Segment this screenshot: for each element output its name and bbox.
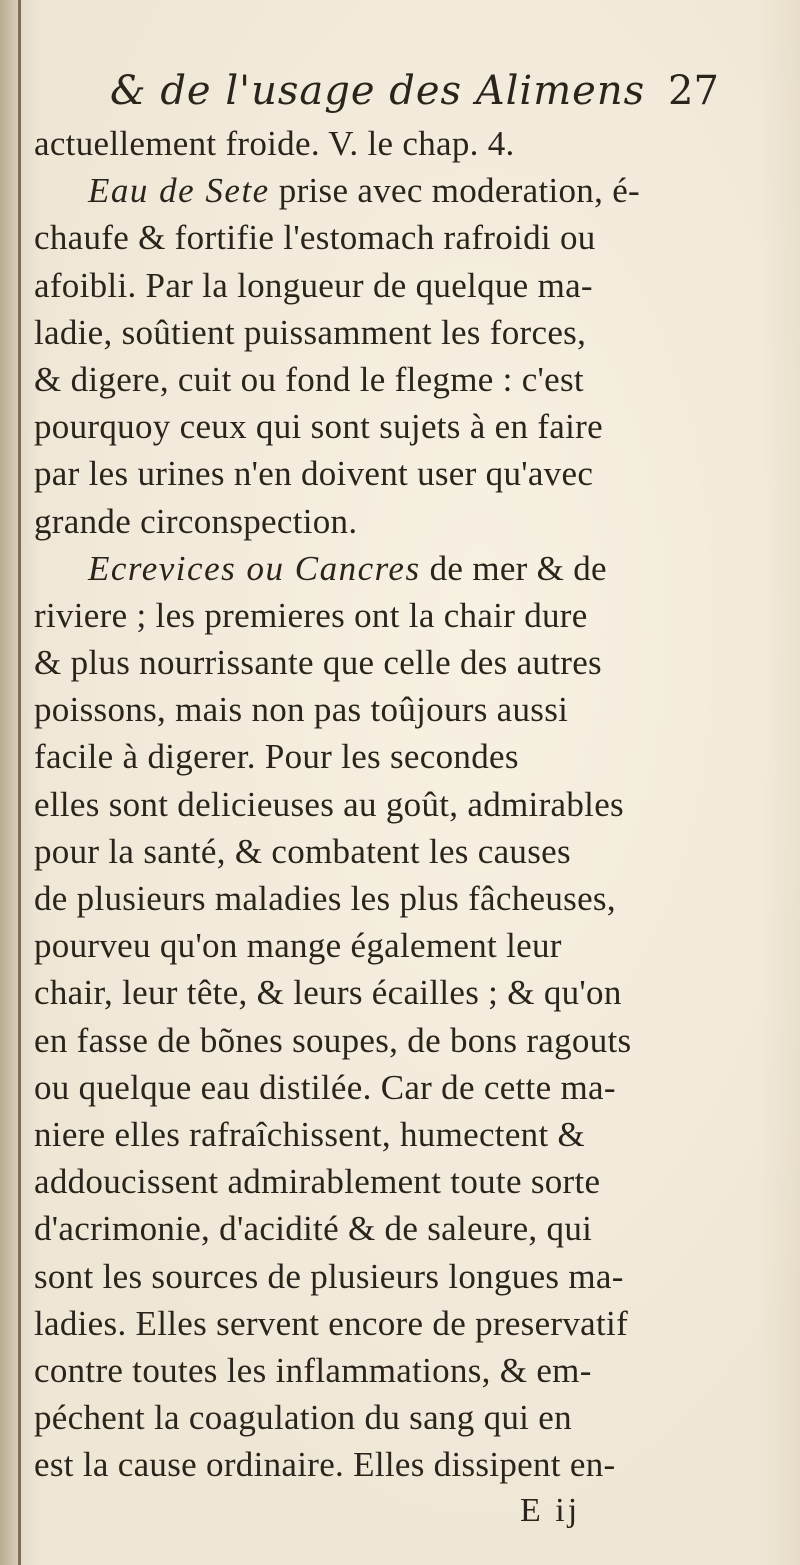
text-line: est la cause ordinaire. Elles dissipent en- xyxy=(34,1445,616,1485)
text-line: ou quelque eau distilée. Car de cette ma- xyxy=(34,1067,616,1107)
text-line: grande circonspection. xyxy=(34,501,358,541)
entry-heading: Eau de Sete xyxy=(88,171,270,211)
text-line: addoucissent admirablement toute sorte xyxy=(34,1162,601,1202)
text-line: d'acrimonie, d'acidité & de saleure, qui xyxy=(34,1209,593,1249)
binding-shadow xyxy=(0,0,18,1565)
text-line: Ecrevices ou Cancres de mer & de xyxy=(88,548,607,588)
text-line: de plusieurs maladies les plus fâcheuses, xyxy=(34,879,616,918)
text-line: facile à digerer. Pour les secondes xyxy=(34,737,519,777)
page-number: 27 xyxy=(668,68,719,114)
text-line: poissons, mais non pas toûjours aussi xyxy=(34,690,569,730)
text-line: chair, leur tête, & leurs écailles ; & qu'on xyxy=(34,973,622,1013)
running-title: & de l'usage des Alimens xyxy=(110,68,646,114)
text-line: ladies. Elles servent encore de preservatif xyxy=(34,1303,629,1343)
text-line: pourveu qu'on mange également leur xyxy=(34,926,562,966)
text-line: chaufe & fortifie l'estomach rafroidi ou xyxy=(34,218,596,258)
text-line: par les urines n'en doivent user qu'avec xyxy=(34,454,594,494)
text-line: sont les sources de plusieurs longues ma- xyxy=(34,1256,624,1296)
body-text xyxy=(34,120,734,1488)
text-line: elles sont delicieuses au goût, admirables xyxy=(34,784,624,824)
text-line: pourquoy ceux qui sont sujets à en faire xyxy=(34,407,603,447)
text-line: niere elles rafraîchissent, humectent & xyxy=(34,1114,586,1154)
binding-edge xyxy=(18,0,21,1565)
text-line: péchent la coagulation du sang qui en xyxy=(34,1398,572,1438)
text-line: pour la santé, & combatent les causes xyxy=(34,831,571,871)
text-line: riviere ; les premieres ont la chair dure xyxy=(34,595,588,635)
text-line: ladie, soûtient puissamment les forces, xyxy=(34,312,587,352)
entry-heading: Ecrevices ou Cancres xyxy=(88,548,421,588)
text-line: en fasse de bõnes soupes, de bons ragouts xyxy=(34,1020,632,1060)
text-line: & digere, cuit ou fond le flegme : c'est xyxy=(34,359,584,399)
text-line: afoibli. Par la longueur de quelque ma- xyxy=(34,265,593,305)
signature-mark: E ij xyxy=(520,1492,581,1529)
text-line: & plus nourrissante que celle des autres xyxy=(34,643,602,683)
text-line: actuellement froide. V. le chap. 4. xyxy=(34,124,515,163)
text-line: Eau de Sete prise avec moderation, é- xyxy=(88,171,640,211)
text-line: contre toutes les inflammations, & em- xyxy=(34,1350,592,1390)
